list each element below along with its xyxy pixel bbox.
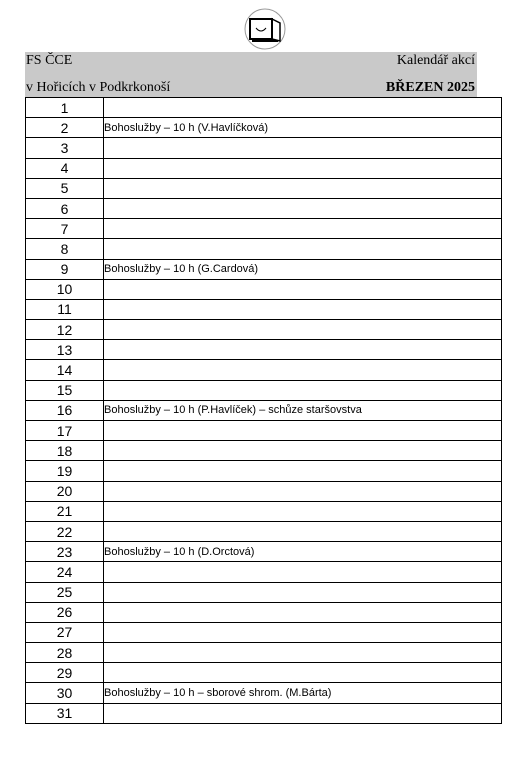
day-number: 6 [26, 198, 104, 218]
calendar-row [26, 239, 502, 259]
day-event: Bohoslužby – 10 h (D.Orctová) [104, 542, 502, 562]
day-event [104, 340, 502, 360]
calendar-row [26, 602, 502, 622]
day-event: Bohoslužby – 10 h (P.Havlíček) – schůze staršovstva [104, 400, 502, 420]
chalice-book-logo [242, 8, 288, 50]
day-number: 19 [26, 461, 104, 481]
day-number: 2 [26, 118, 104, 138]
day-number: 29 [26, 663, 104, 683]
calendar-row [26, 663, 502, 683]
day-event: Bohoslužby – 10 h – sborové shrom. (M.Bárta) [104, 683, 502, 703]
day-event [104, 582, 502, 602]
day-event [104, 198, 502, 218]
day-event [104, 602, 502, 622]
calendar-row [26, 118, 502, 138]
day-number: 20 [26, 481, 104, 501]
day-event: Bohoslužby – 10 h (V.Havlíčková) [104, 118, 502, 138]
day-event [104, 562, 502, 582]
day-event [104, 521, 502, 541]
calendar-row [26, 380, 502, 400]
day-number: 24 [26, 562, 104, 582]
calendar-row [26, 461, 502, 481]
calendar-month: BŘEZEN 2025 [385, 80, 475, 95]
day-number: 15 [26, 380, 104, 400]
calendar-row [26, 582, 502, 602]
calendar-title: Kalendář akcí [396, 53, 475, 68]
day-event [104, 320, 502, 340]
day-event [104, 138, 502, 158]
day-number: 17 [26, 421, 104, 441]
day-event [104, 239, 502, 259]
day-number: 28 [26, 643, 104, 663]
day-number: 12 [26, 320, 104, 340]
calendar-row [26, 299, 502, 319]
day-event [104, 481, 502, 501]
calendar-row [26, 138, 502, 158]
calendar-table [25, 97, 502, 724]
calendar-header [25, 52, 477, 98]
day-event [104, 441, 502, 461]
calendar-row [26, 198, 502, 218]
day-number: 22 [26, 521, 104, 541]
day-number: 25 [26, 582, 104, 602]
calendar-row [26, 158, 502, 178]
day-event [104, 178, 502, 198]
day-number: 14 [26, 360, 104, 380]
day-event [104, 299, 502, 319]
day-number: 8 [26, 239, 104, 259]
day-number: 7 [26, 219, 104, 239]
day-number: 10 [26, 279, 104, 299]
day-number: 3 [26, 138, 104, 158]
day-number: 26 [26, 602, 104, 622]
calendar-row [26, 562, 502, 582]
day-number: 5 [26, 178, 104, 198]
day-number: 9 [26, 259, 104, 279]
calendar-row [26, 481, 502, 501]
calendar-row [26, 340, 502, 360]
day-number: 11 [26, 299, 104, 319]
day-number: 30 [26, 683, 104, 703]
day-event [104, 622, 502, 642]
calendar-row [26, 279, 502, 299]
day-number: 23 [26, 542, 104, 562]
calendar-row [26, 521, 502, 541]
calendar-row [26, 622, 502, 642]
calendar-row [26, 98, 502, 118]
day-event [104, 461, 502, 481]
calendar-row [26, 360, 502, 380]
day-event [104, 501, 502, 521]
day-event [104, 703, 502, 723]
day-event [104, 279, 502, 299]
calendar-row [26, 542, 502, 562]
day-event [104, 421, 502, 441]
day-event [104, 663, 502, 683]
day-event [104, 219, 502, 239]
calendar-row [26, 441, 502, 461]
day-event [104, 158, 502, 178]
day-number: 31 [26, 703, 104, 723]
calendar-row [26, 219, 502, 239]
day-event [104, 98, 502, 118]
day-number: 1 [26, 98, 104, 118]
calendar-row [26, 400, 502, 420]
day-number: 27 [26, 622, 104, 642]
day-event: Bohoslužby – 10 h (G.Cardová) [104, 259, 502, 279]
calendar-row [26, 703, 502, 723]
day-number: 4 [26, 158, 104, 178]
day-event [104, 380, 502, 400]
org-name: FS ČCE [26, 53, 73, 68]
day-number: 21 [26, 501, 104, 521]
day-number: 16 [26, 400, 104, 420]
calendar-row [26, 178, 502, 198]
calendar-row [26, 259, 502, 279]
org-location: v Hořicích v Podkrkonoší [26, 80, 171, 95]
calendar-row [26, 320, 502, 340]
day-event [104, 643, 502, 663]
calendar-row [26, 421, 502, 441]
calendar-row [26, 643, 502, 663]
calendar-row [26, 501, 502, 521]
day-number: 13 [26, 340, 104, 360]
day-event [104, 360, 502, 380]
calendar-row [26, 683, 502, 703]
day-number: 18 [26, 441, 104, 461]
